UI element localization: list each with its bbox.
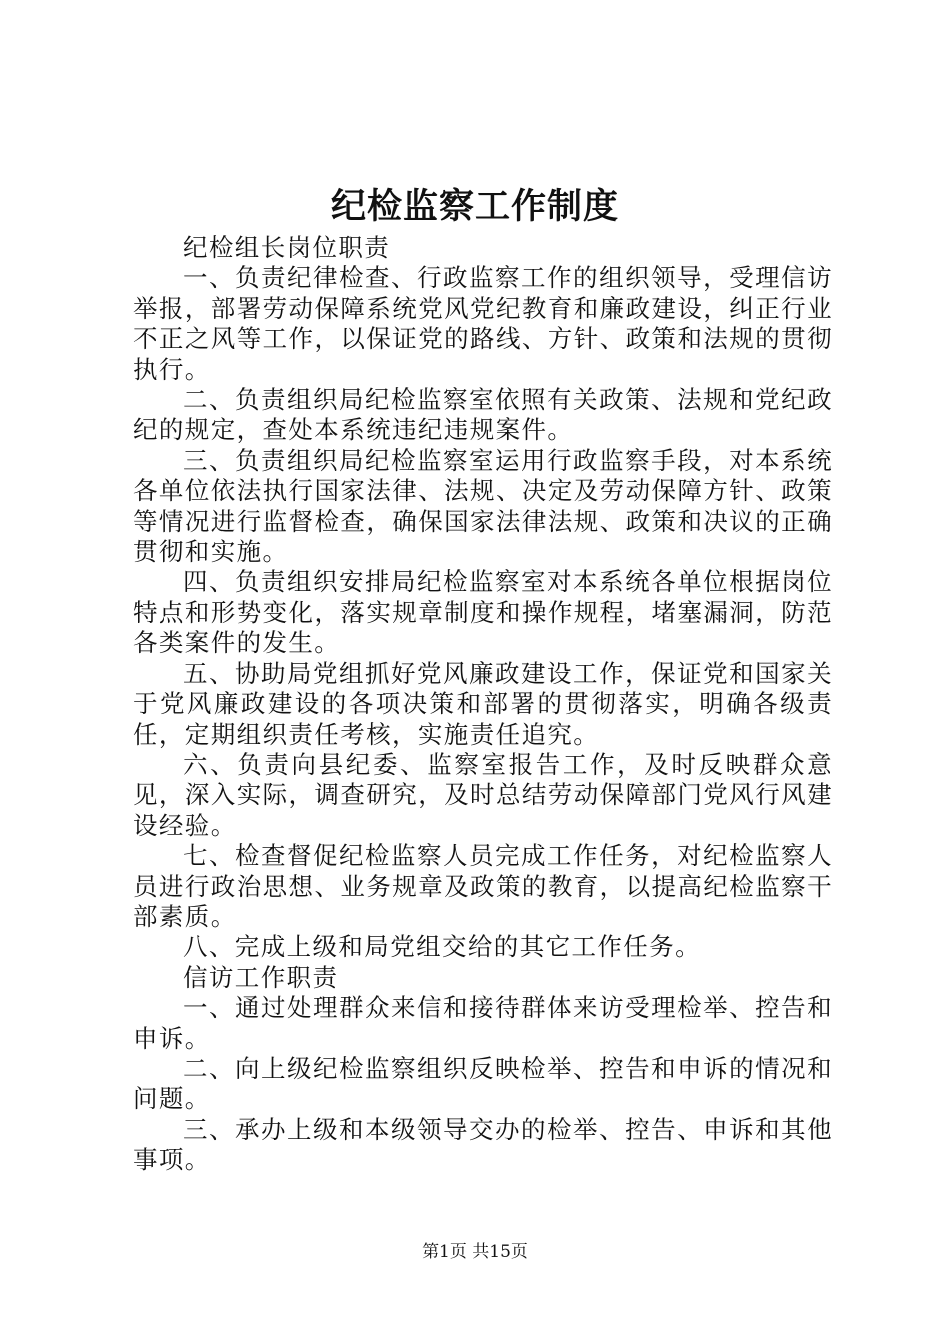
document-body	[133, 233, 833, 1176]
paragraph: 六、负责向县纪委、监察室报告工作，及时反映群众意见，深入实际，调查研究，及时总结劳动保障部门党风行风建设经验。	[133, 749, 833, 840]
paragraph: 七、检查督促纪检监察人员完成工作任务，对纪检监察人员进行政治思想、业务规章及政策的教育，以提高纪检监察干部素质。	[133, 841, 833, 931]
page-number-footer: 第1页 共15页	[422, 1242, 528, 1262]
paragraph: 八、完成上级和局党组交给的其它工作任务。	[183, 932, 701, 962]
paragraph: 四、负责组织安排局纪检监察室对本系统各单位根据岗位特点和形势变化，落实规章制度和操作规程，堵塞漏洞，防范各类案件的发生。	[133, 567, 833, 658]
paragraph: 五、协助局党组抓好党风廉政建设工作，保证党和国家关于党风廉政建设的各项决策和部署的贯彻落实，明确各级责任，定期组织责任考核，实施责任追究。	[133, 658, 833, 749]
paragraph: 三、承办上级和本级领导交办的检举、控告、申诉和其他事项。	[133, 1114, 833, 1175]
paragraph: 二、负责组织局纪检监察室依照有关政策、法规和党纪政纪的规定，查处本系统违纪违规案件。	[133, 385, 833, 445]
section-heading-inspection-leader: 纪检组长岗位职责	[183, 233, 391, 262]
section-heading-petition-work: 信访工作职责	[183, 962, 339, 992]
paragraph: 一、负责纪律检查、行政监察工作的组织领导，受理信访举报，部署劳动保障系统党风党纪教育和廉政建设，纠正行业不正之风等工作，以保证党的路线、方针、政策和法规的贯彻执行。	[133, 263, 833, 384]
paragraph: 二、向上级纪检监察组织反映检举、控告和申诉的情况和问题。	[133, 1053, 833, 1114]
document-title: 纪检监察工作制度	[330, 186, 619, 227]
paragraph: 一、通过处理群众来信和接待群体来访受理检举、控告和申诉。	[133, 993, 833, 1053]
paragraph: 三、负责组织局纪检监察室运用行政监察手段，对本系统各单位依法执行国家法律、法规、决定及劳动保障方针、政策等情况进行监督检查，确保国家法律法规、政策和决议的正确贯彻和实施。	[133, 445, 833, 567]
